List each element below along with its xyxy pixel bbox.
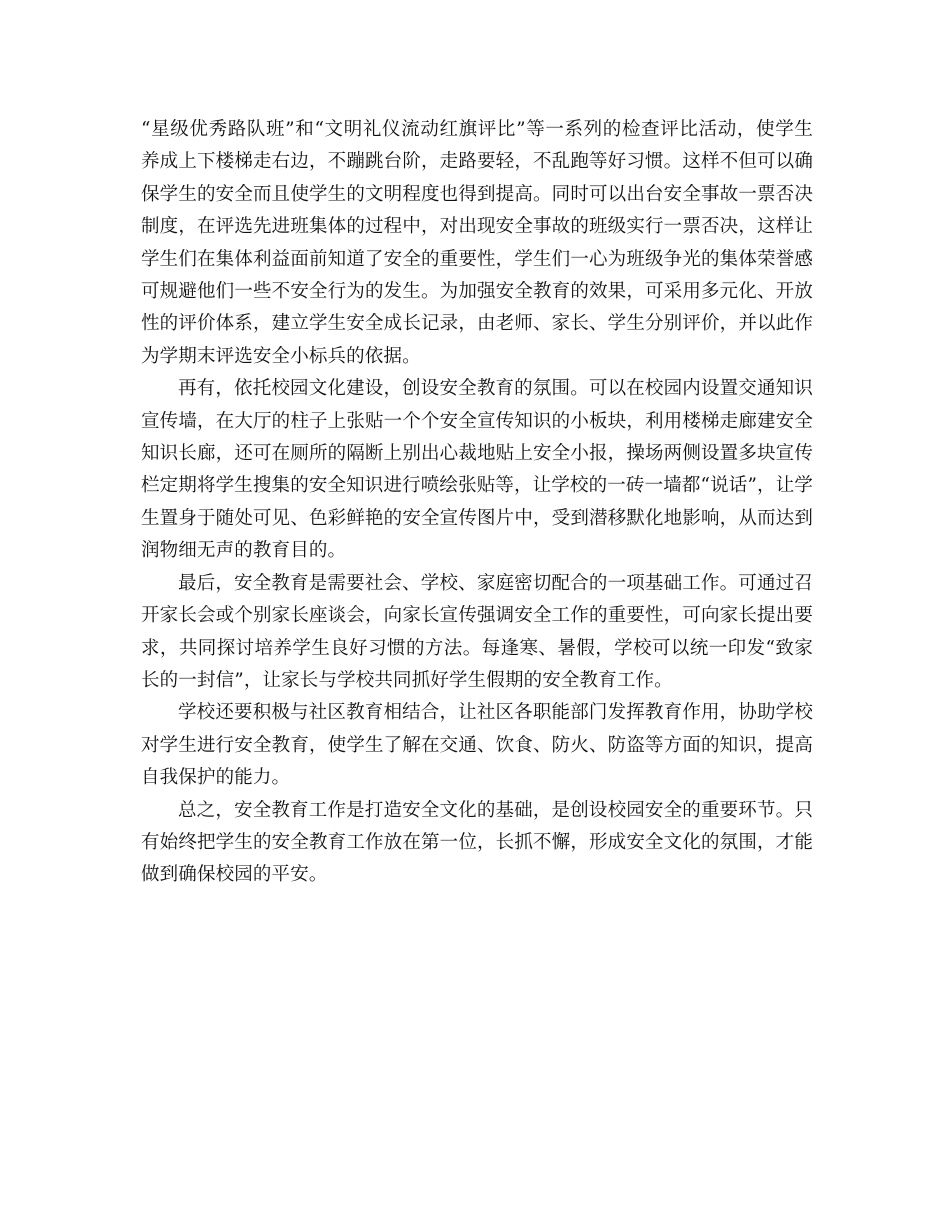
document-body — [141, 114, 813, 892]
paragraph-community-education: 学校还要积极与社区教育相结合，让社区各职能部门发挥教育作用，协助学校对学生进行安全教育，使学生了解在交通、饮食、防火、防盗等方面的知识，提高自我保护的能力。 — [141, 702, 813, 789]
paragraph-family-cooperation: 最后，安全教育是需要社会、学校、家庭密切配合的一项基础工作。可通过召开家长会或个别家长座谈会，向家长宣传强调安全工作的重要性，可向家长提出要求，共同探讨培养学生良好习惯的方法。每逢寒、暑假，学校可以统一印发“致家长的一封信”，让家长与学校共同抓好学生假期的安全教育工作。 — [141, 572, 813, 691]
paragraph-campus-culture: 再有，依托校园文化建设，创设安全教育的氛围。可以在校园内设置交通知识宣传墙，在大厅的柱子上张贴一个个安全宣传知识的小板块，利用楼梯走廊建安全知识长廊，还可在厕所的隔断上别出心裁地贴上安全小报，操场两侧设置多块宣传栏定期将学生搜集的安全知识进行喷绘张贴等，让学校的一砖一墙都“说话”，让学生置身于随处可见、色彩鲜艳的安全宣传图片中，受到潜移默化地影响，从而达到润物细无声的教育目的。 — [141, 378, 813, 562]
paragraph-conclusion: 总之，安全教育工作是打造安全文化的基础，是创设校园安全的重要环节。只有始终把学生的安全教育工作放在第一位，长抓不懈，形成安全文化的氛围，才能做到确保校园的平安。 — [141, 799, 813, 886]
paragraph-continued: “星级优秀路队班”和“文明礼仪流动红旗评比”等一系列的检查评比活动，使学生养成上下楼梯走右边，不蹦跳台阶，走路要轻，不乱跑等好习惯。这样不但可以确保学生的安全而且使学生的文明程度也得到提高。同时可以出台安全事故一票否决制度，在评选先进班集体的过程中，对出现安全事故的班级实行一票否决，这样让学生们在集体利益面前知道了安全的重要性，学生们一心为班级争光的集体荣誉感可规避他们一些不安全行为的发生。为加强安全教育的效果，可采用多元化、开放性的评价体系，建立学生安全成长记录，由老师、家长、学生分别评价，并以此作为学期末评选安全小标兵的依据。 — [141, 119, 813, 367]
